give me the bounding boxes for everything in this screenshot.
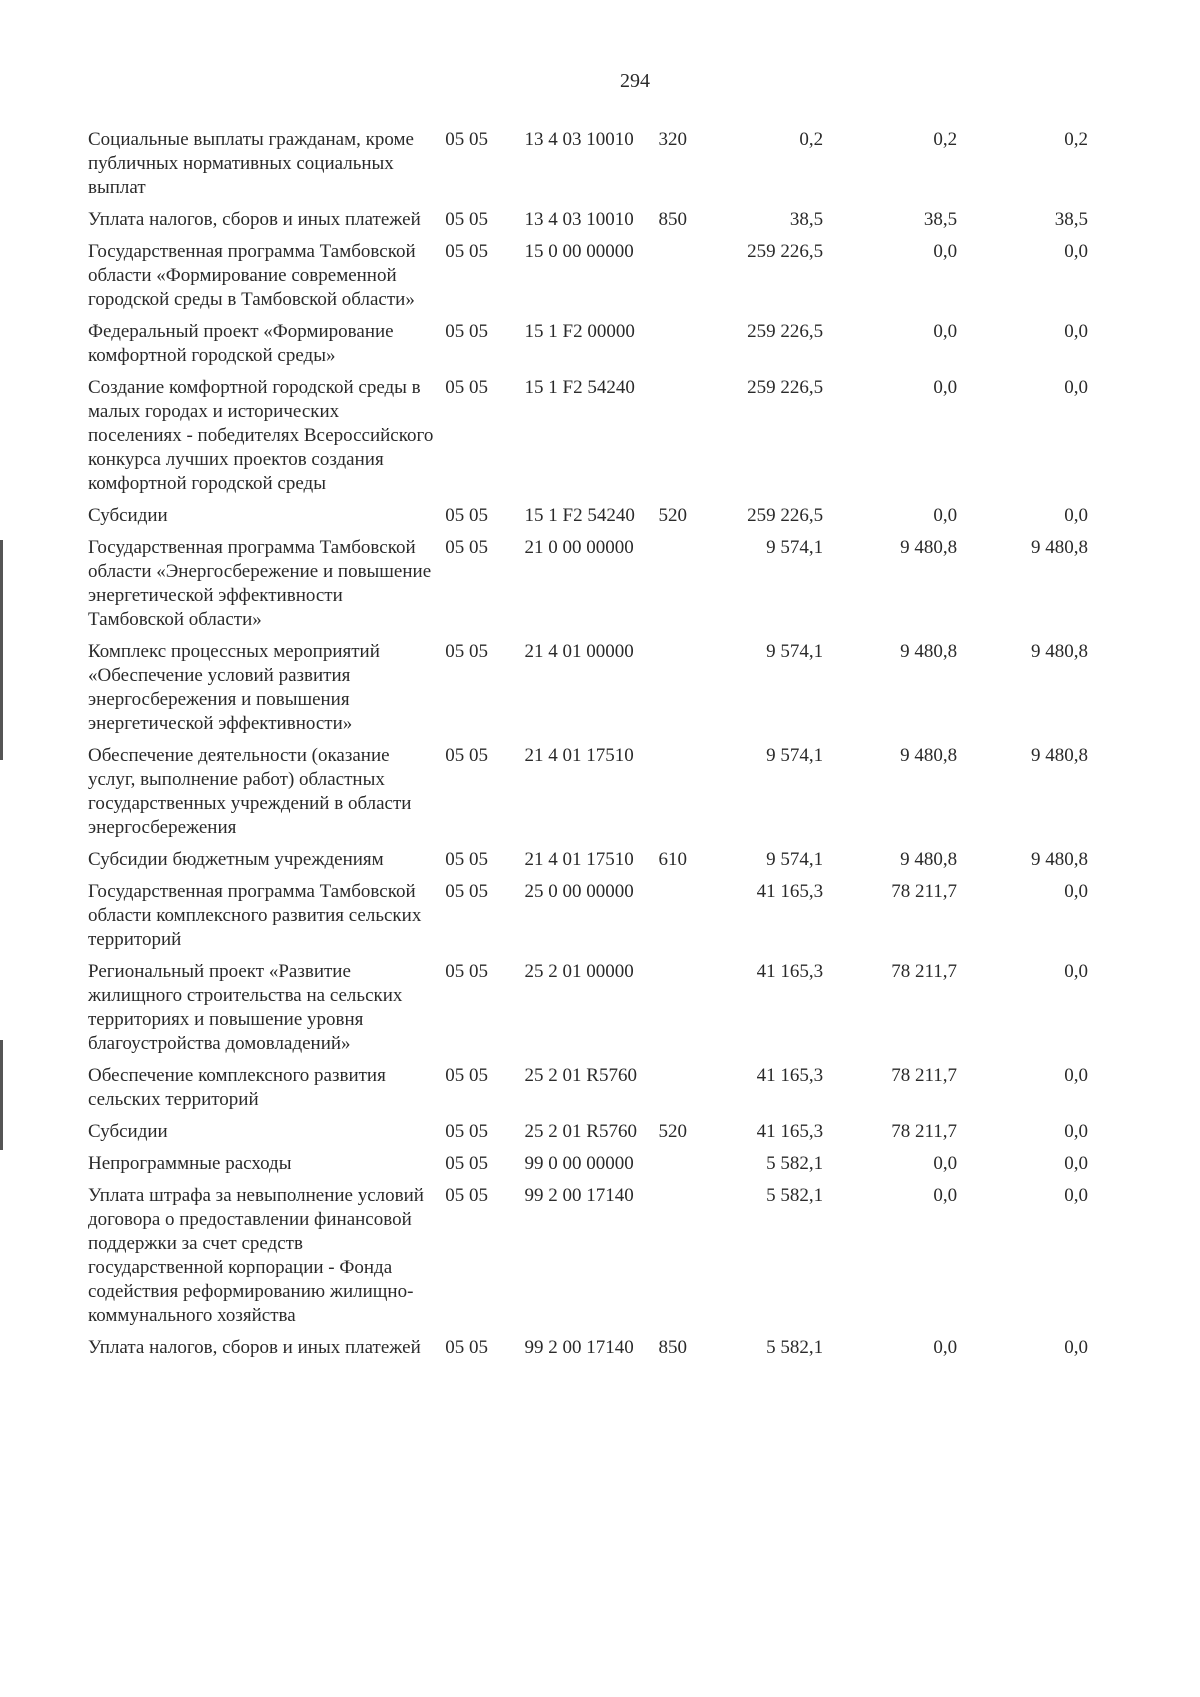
target-article-code: 99 0 00 00000 [524,1153,634,1174]
amount-year-3: 0,0 [1064,505,1088,526]
section-code: 05 05 [445,745,488,766]
expense-type-code: 610 [658,849,687,870]
amount-year-1: 259 226,5 [747,505,824,526]
section-code: 05 05 [445,129,488,150]
amount-year-3: 0,0 [1064,321,1088,342]
amount-year-2: 38,5 [923,209,958,230]
section-code: 05 05 [445,377,488,398]
target-article-code: 99 2 00 17140 [524,1185,634,1206]
amount-year-3: 0,0 [1064,241,1088,262]
section-code: 05 05 [445,849,488,870]
expense-name: Региональный проект «Развитие жилищного строительства на сельских территориях и повышение уровня благоустройства домовладений» [88,961,403,1054]
scan-edge-mark [0,1040,3,1150]
target-article-code: 15 1 F2 00000 [524,321,635,342]
budget-table [88,128,1088,1368]
amount-year-3: 0,0 [1064,377,1088,398]
amount-year-1: 41 165,3 [756,1065,824,1086]
amount-year-3: 9 480,8 [1031,849,1088,870]
amount-year-2: 78 211,7 [891,1065,958,1086]
table-row [88,1064,1088,1112]
section-code: 05 05 [445,641,488,662]
section-code: 05 05 [445,241,488,262]
expense-name: Уплата штрафа за невыполнение условий договора о предоставлении финансовой поддержки за счет средств государственной корпорации - Фонда содействия реформированию жилищно-коммунального хозяйства [88,1185,424,1326]
table-row [88,320,1088,368]
amount-year-2: 0,2 [933,129,958,150]
target-article-code: 99 2 00 17140 [524,1337,634,1358]
target-article-code: 15 1 F2 54240 [524,377,635,398]
section-code: 05 05 [445,321,488,342]
table-row [88,1152,1088,1176]
expense-name: Государственная программа Тамбовской области комплексного развития сельских территорий [88,881,422,950]
section-code: 05 05 [445,505,488,526]
target-article-code: 25 0 00 00000 [524,881,634,902]
target-article-code: 21 0 00 00000 [524,537,634,558]
amount-year-1: 9 574,1 [766,745,824,766]
table-row [88,1120,1088,1144]
amount-year-3: 0,0 [1064,961,1088,982]
section-code: 05 05 [445,1185,488,1206]
amount-year-1: 9 574,1 [766,849,824,870]
table-row [88,240,1088,312]
expense-name: Обеспечение комплексного развития сельских территорий [88,1065,386,1110]
amount-year-1: 259 226,5 [747,321,824,342]
amount-year-1: 41 165,3 [756,1121,824,1142]
expense-name: Комплекс процессных мероприятий «Обеспечение условий развития энергосбережения и повышения энергетической эффективности» [88,641,380,734]
amount-year-1: 0,2 [799,129,824,150]
amount-year-1: 41 165,3 [756,961,824,982]
expense-type-code: 520 [658,1121,687,1142]
table-row [88,744,1088,840]
expense-type-code: 520 [658,505,687,526]
expense-name: Субсидии [88,1121,168,1142]
expense-name: Обеспечение деятельности (оказание услуг, выполнение работ) областных государственных учреждений в области энергосбережения [88,745,412,838]
amount-year-3: 9 480,8 [1031,641,1088,662]
target-article-code: 21 4 01 17510 [524,849,634,870]
amount-year-2: 0,0 [933,1185,958,1206]
expense-name: Федеральный проект «Формирование комфортной городской среды» [88,321,394,366]
target-article-code: 21 4 01 00000 [524,641,634,662]
expense-name: Субсидии [88,505,168,526]
expense-name: Социальные выплаты гражданам, кроме публичных нормативных социальных выплат [88,129,414,198]
section-code: 05 05 [445,1065,488,1086]
table-row [88,128,1088,200]
expense-name: Субсидии бюджетным учреждениям [88,849,384,870]
target-article-code: 15 1 F2 54240 [524,505,635,526]
section-code: 05 05 [445,537,488,558]
section-code: 05 05 [445,209,488,230]
expense-name: Уплата налогов, сборов и иных платежей [88,1337,421,1358]
amount-year-2: 0,0 [933,505,958,526]
amount-year-2: 0,0 [933,321,958,342]
amount-year-1: 5 582,1 [766,1153,824,1174]
page-number: 294 [620,70,650,92]
table-row [88,880,1088,952]
amount-year-2: 0,0 [933,241,958,262]
amount-year-1: 9 574,1 [766,641,824,662]
amount-year-3: 0,0 [1064,1121,1088,1142]
amount-year-3: 0,0 [1064,1153,1088,1174]
amount-year-3: 9 480,8 [1031,537,1088,558]
expense-name: Непрограммные расходы [88,1153,292,1174]
expense-name: Государственная программа Тамбовской области «Энергосбережение и повышение энергетической эффективности Тамбовской области» [88,537,432,630]
amount-year-1: 5 582,1 [766,1337,824,1358]
amount-year-1: 41 165,3 [756,881,824,902]
section-code: 05 05 [445,1153,488,1174]
section-code: 05 05 [445,881,488,902]
amount-year-2: 78 211,7 [891,881,958,902]
amount-year-1: 259 226,5 [747,377,824,398]
table-row [88,1336,1088,1360]
amount-year-3: 0,0 [1064,1337,1088,1358]
amount-year-3: 38,5 [1054,209,1088,230]
amount-year-2: 0,0 [933,377,958,398]
amount-year-1: 5 582,1 [766,1185,824,1206]
amount-year-2: 9 480,8 [900,537,958,558]
scan-edge-mark [0,540,3,760]
target-article-code: 15 0 00 00000 [524,241,634,262]
amount-year-2: 78 211,7 [891,961,958,982]
section-code: 05 05 [445,1337,488,1358]
target-article-code: 21 4 01 17510 [524,745,634,766]
expense-type-code: 850 [658,1337,687,1358]
target-article-code: 25 2 01 R5760 [524,1065,637,1086]
amount-year-2: 9 480,8 [900,641,958,662]
section-code: 05 05 [445,1121,488,1142]
amount-year-3: 0,0 [1064,881,1088,902]
table-row [88,960,1088,1056]
table-row [88,640,1088,736]
table-row [88,536,1088,632]
table-row [88,376,1088,496]
amount-year-3: 0,2 [1064,129,1088,150]
table-row [88,1184,1088,1328]
expense-name: Создание комфортной городской среды в малых городах и исторических поселениях - победителях Всероссийского конкурса лучших проектов создания комфортной городской среды [88,377,434,494]
section-code: 05 05 [445,961,488,982]
expense-type-code: 320 [658,129,687,150]
target-article-code: 13 4 03 10010 [524,129,634,150]
amount-year-3: 0,0 [1064,1185,1088,1206]
expense-name: Государственная программа Тамбовской области «Формирование современной городской среды в Тамбовской области» [88,241,416,310]
expense-name: Уплата налогов, сборов и иных платежей [88,209,421,230]
amount-year-2: 9 480,8 [900,745,958,766]
expense-type-code: 850 [658,209,687,230]
table-row [88,848,1088,872]
amount-year-2: 9 480,8 [900,849,958,870]
amount-year-3: 9 480,8 [1031,745,1088,766]
amount-year-3: 0,0 [1064,1065,1088,1086]
table-row [88,504,1088,528]
amount-year-2: 0,0 [933,1153,958,1174]
amount-year-2: 0,0 [933,1337,958,1358]
amount-year-1: 9 574,1 [766,537,824,558]
amount-year-2: 78 211,7 [891,1121,958,1142]
amount-year-1: 259 226,5 [747,241,824,262]
target-article-code: 25 2 01 00000 [524,961,634,982]
target-article-code: 25 2 01 R5760 [524,1121,637,1142]
table-row [88,208,1088,232]
target-article-code: 13 4 03 10010 [524,209,634,230]
amount-year-1: 38,5 [789,209,824,230]
